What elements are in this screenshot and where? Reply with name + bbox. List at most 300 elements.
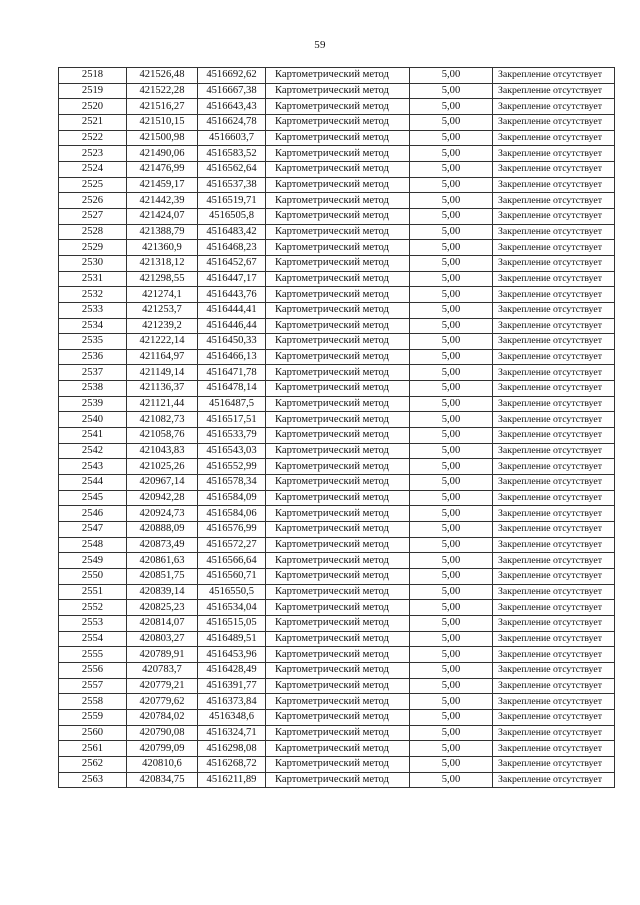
fixation-note-cell: Закрепление отсутствует [493, 68, 615, 84]
table-row [59, 240, 615, 256]
table-row [59, 490, 615, 506]
table-row [59, 694, 615, 710]
y-coordinate-cell: 4516576,99 [198, 522, 266, 538]
y-coordinate-cell: 4516428,49 [198, 662, 266, 678]
method-cell: Картометрический метод [266, 287, 410, 303]
point-number-cell: 2552 [59, 600, 127, 616]
method-cell: Картометрический метод [266, 177, 410, 193]
x-coordinate-cell: 421476,99 [127, 161, 198, 177]
fixation-note-cell: Закрепление отсутствует [493, 741, 615, 757]
table-row [59, 584, 615, 600]
accuracy-cell: 5,00 [410, 537, 493, 553]
point-number-cell: 2555 [59, 647, 127, 663]
fixation-note-cell: Закрепление отсутствует [493, 756, 615, 772]
fixation-note-cell: Закрепление отсутствует [493, 725, 615, 741]
fixation-note-cell: Закрепление отсутствует [493, 83, 615, 99]
accuracy-cell: 5,00 [410, 381, 493, 397]
y-coordinate-cell: 4516643,43 [198, 99, 266, 115]
x-coordinate-cell: 420783,7 [127, 662, 198, 678]
method-cell: Картометрический метод [266, 68, 410, 84]
point-number-cell: 2518 [59, 68, 127, 84]
y-coordinate-cell: 4516505,8 [198, 208, 266, 224]
method-cell: Картометрический метод [266, 208, 410, 224]
x-coordinate-cell: 420803,27 [127, 631, 198, 647]
x-coordinate-cell: 420839,14 [127, 584, 198, 600]
method-cell: Картометрический метод [266, 662, 410, 678]
y-coordinate-cell: 4516324,71 [198, 725, 266, 741]
y-coordinate-cell: 4516489,51 [198, 631, 266, 647]
y-coordinate-cell: 4516584,09 [198, 490, 266, 506]
point-number-cell: 2535 [59, 334, 127, 350]
fixation-note-cell: Закрепление отсутствует [493, 475, 615, 491]
fixation-note-cell: Закрепление отсутствует [493, 224, 615, 240]
y-coordinate-cell: 4516552,99 [198, 459, 266, 475]
table-row [59, 600, 615, 616]
accuracy-cell: 5,00 [410, 99, 493, 115]
accuracy-cell: 5,00 [410, 678, 493, 694]
accuracy-cell: 5,00 [410, 161, 493, 177]
x-coordinate-cell: 421025,26 [127, 459, 198, 475]
point-number-cell: 2520 [59, 99, 127, 115]
method-cell: Картометрический метод [266, 678, 410, 694]
accuracy-cell: 5,00 [410, 569, 493, 585]
fixation-note-cell: Закрепление отсутствует [493, 537, 615, 553]
fixation-note-cell: Закрепление отсутствует [493, 193, 615, 209]
x-coordinate-cell: 421318,12 [127, 255, 198, 271]
x-coordinate-cell: 420834,75 [127, 772, 198, 788]
table-row [59, 662, 615, 678]
point-number-cell: 2548 [59, 537, 127, 553]
point-number-cell: 2541 [59, 428, 127, 444]
x-coordinate-cell: 420779,62 [127, 694, 198, 710]
point-number-cell: 2561 [59, 741, 127, 757]
method-cell: Картометрический метод [266, 381, 410, 397]
accuracy-cell: 5,00 [410, 287, 493, 303]
y-coordinate-cell: 4516348,6 [198, 709, 266, 725]
table-row [59, 475, 615, 491]
method-cell: Картометрический метод [266, 756, 410, 772]
method-cell: Картометрический метод [266, 647, 410, 663]
fixation-note-cell: Закрепление отсутствует [493, 396, 615, 412]
fixation-note-cell: Закрепление отсутствует [493, 287, 615, 303]
table-row [59, 177, 615, 193]
method-cell: Картометрический метод [266, 83, 410, 99]
y-coordinate-cell: 4516373,84 [198, 694, 266, 710]
y-coordinate-cell: 4516537,38 [198, 177, 266, 193]
accuracy-cell: 5,00 [410, 365, 493, 381]
point-number-cell: 2559 [59, 709, 127, 725]
y-coordinate-cell: 4516268,72 [198, 756, 266, 772]
fixation-note-cell: Закрепление отсутствует [493, 365, 615, 381]
x-coordinate-cell: 421526,48 [127, 68, 198, 84]
accuracy-cell: 5,00 [410, 334, 493, 350]
point-number-cell: 2540 [59, 412, 127, 428]
method-cell: Картометрический метод [266, 365, 410, 381]
fixation-note-cell: Закрепление отсутствует [493, 615, 615, 631]
x-coordinate-cell: 420790,08 [127, 725, 198, 741]
fixation-note-cell: Закрепление отсутствует [493, 490, 615, 506]
y-coordinate-cell: 4516560,71 [198, 569, 266, 585]
accuracy-cell: 5,00 [410, 615, 493, 631]
table-row [59, 709, 615, 725]
method-cell: Картометрический метод [266, 240, 410, 256]
table-row [59, 161, 615, 177]
table-row [59, 365, 615, 381]
fixation-note-cell: Закрепление отсутствует [493, 318, 615, 334]
y-coordinate-cell: 4516453,96 [198, 647, 266, 663]
method-cell: Картометрический метод [266, 709, 410, 725]
table-row [59, 725, 615, 741]
x-coordinate-cell: 421388,79 [127, 224, 198, 240]
fixation-note-cell: Закрепление отсутствует [493, 114, 615, 130]
fixation-note-cell: Закрепление отсутствует [493, 584, 615, 600]
method-cell: Картометрический метод [266, 522, 410, 538]
x-coordinate-cell: 421516,27 [127, 99, 198, 115]
fixation-note-cell: Закрепление отсутствует [493, 412, 615, 428]
method-cell: Картометрический метод [266, 130, 410, 146]
accuracy-cell: 5,00 [410, 662, 493, 678]
x-coordinate-cell: 421522,28 [127, 83, 198, 99]
y-coordinate-cell: 4516519,71 [198, 193, 266, 209]
accuracy-cell: 5,00 [410, 255, 493, 271]
accuracy-cell: 5,00 [410, 302, 493, 318]
method-cell: Картометрический метод [266, 302, 410, 318]
fixation-note-cell: Закрепление отсутствует [493, 772, 615, 788]
table-row [59, 381, 615, 397]
x-coordinate-cell: 421459,17 [127, 177, 198, 193]
table-row [59, 428, 615, 444]
fixation-note-cell: Закрепление отсутствует [493, 130, 615, 146]
x-coordinate-cell: 421149,14 [127, 365, 198, 381]
accuracy-cell: 5,00 [410, 647, 493, 663]
method-cell: Картометрический метод [266, 396, 410, 412]
y-coordinate-cell: 4516452,67 [198, 255, 266, 271]
fixation-note-cell: Закрепление отсутствует [493, 647, 615, 663]
y-coordinate-cell: 4516603,7 [198, 130, 266, 146]
y-coordinate-cell: 4516478,14 [198, 381, 266, 397]
accuracy-cell: 5,00 [410, 443, 493, 459]
x-coordinate-cell: 421082,73 [127, 412, 198, 428]
method-cell: Картометрический метод [266, 271, 410, 287]
point-number-cell: 2531 [59, 271, 127, 287]
method-cell: Картометрический метод [266, 694, 410, 710]
accuracy-cell: 5,00 [410, 271, 493, 287]
point-number-cell: 2549 [59, 553, 127, 569]
point-number-cell: 2545 [59, 490, 127, 506]
accuracy-cell: 5,00 [410, 412, 493, 428]
method-cell: Картометрический метод [266, 443, 410, 459]
accuracy-cell: 5,00 [410, 631, 493, 647]
y-coordinate-cell: 4516543,03 [198, 443, 266, 459]
table-row [59, 506, 615, 522]
table-row [59, 741, 615, 757]
point-number-cell: 2534 [59, 318, 127, 334]
fixation-note-cell: Закрепление отсутствует [493, 662, 615, 678]
accuracy-cell: 5,00 [410, 396, 493, 412]
accuracy-cell: 5,00 [410, 506, 493, 522]
x-coordinate-cell: 420851,75 [127, 569, 198, 585]
x-coordinate-cell: 420799,09 [127, 741, 198, 757]
fixation-note-cell: Закрепление отсутствует [493, 694, 615, 710]
accuracy-cell: 5,00 [410, 240, 493, 256]
table-row [59, 569, 615, 585]
y-coordinate-cell: 4516517,51 [198, 412, 266, 428]
table-row [59, 772, 615, 788]
table-row [59, 678, 615, 694]
x-coordinate-cell: 421274,1 [127, 287, 198, 303]
fixation-note-cell: Закрепление отсутствует [493, 522, 615, 538]
point-number-cell: 2553 [59, 615, 127, 631]
table-row [59, 193, 615, 209]
table-row [59, 522, 615, 538]
fixation-note-cell: Закрепление отсутствует [493, 459, 615, 475]
y-coordinate-cell: 4516446,44 [198, 318, 266, 334]
accuracy-cell: 5,00 [410, 709, 493, 725]
x-coordinate-cell: 421253,7 [127, 302, 198, 318]
table-row [59, 443, 615, 459]
method-cell: Картометрический метод [266, 193, 410, 209]
x-coordinate-cell: 421164,97 [127, 349, 198, 365]
table-row [59, 302, 615, 318]
point-number-cell: 2521 [59, 114, 127, 130]
method-cell: Картометрический метод [266, 506, 410, 522]
accuracy-cell: 5,00 [410, 130, 493, 146]
y-coordinate-cell: 4516447,17 [198, 271, 266, 287]
table-row [59, 83, 615, 99]
fixation-note-cell: Закрепление отсутствует [493, 678, 615, 694]
fixation-note-cell: Закрепление отсутствует [493, 302, 615, 318]
x-coordinate-cell: 420784,02 [127, 709, 198, 725]
point-number-cell: 2528 [59, 224, 127, 240]
accuracy-cell: 5,00 [410, 146, 493, 162]
point-number-cell: 2558 [59, 694, 127, 710]
x-coordinate-cell: 420810,6 [127, 756, 198, 772]
x-coordinate-cell: 420888,09 [127, 522, 198, 538]
table-row [59, 224, 615, 240]
point-number-cell: 2542 [59, 443, 127, 459]
coordinates-table [58, 67, 615, 788]
accuracy-cell: 5,00 [410, 772, 493, 788]
fixation-note-cell: Закрепление отсутствует [493, 600, 615, 616]
point-number-cell: 2550 [59, 569, 127, 585]
table-row [59, 631, 615, 647]
accuracy-cell: 5,00 [410, 725, 493, 741]
y-coordinate-cell: 4516298,08 [198, 741, 266, 757]
table-row [59, 459, 615, 475]
fixation-note-cell: Закрепление отсутствует [493, 349, 615, 365]
table-row [59, 647, 615, 663]
point-number-cell: 2525 [59, 177, 127, 193]
x-coordinate-cell: 420814,07 [127, 615, 198, 631]
point-number-cell: 2527 [59, 208, 127, 224]
x-coordinate-cell: 421222,14 [127, 334, 198, 350]
method-cell: Картометрический метод [266, 772, 410, 788]
accuracy-cell: 5,00 [410, 459, 493, 475]
method-cell: Картометрический метод [266, 255, 410, 271]
method-cell: Картометрический метод [266, 412, 410, 428]
method-cell: Картометрический метод [266, 569, 410, 585]
y-coordinate-cell: 4516515,05 [198, 615, 266, 631]
y-coordinate-cell: 4516211,89 [198, 772, 266, 788]
method-cell: Картометрический метод [266, 475, 410, 491]
accuracy-cell: 5,00 [410, 83, 493, 99]
accuracy-cell: 5,00 [410, 224, 493, 240]
x-coordinate-cell: 420825,23 [127, 600, 198, 616]
fixation-note-cell: Закрепление отсутствует [493, 553, 615, 569]
fixation-note-cell: Закрепление отсутствует [493, 334, 615, 350]
point-number-cell: 2526 [59, 193, 127, 209]
fixation-note-cell: Закрепление отсутствует [493, 443, 615, 459]
point-number-cell: 2519 [59, 83, 127, 99]
y-coordinate-cell: 4516443,76 [198, 287, 266, 303]
x-coordinate-cell: 421136,37 [127, 381, 198, 397]
y-coordinate-cell: 4516566,64 [198, 553, 266, 569]
accuracy-cell: 5,00 [410, 490, 493, 506]
fixation-note-cell: Закрепление отсутствует [493, 146, 615, 162]
x-coordinate-cell: 420873,49 [127, 537, 198, 553]
y-coordinate-cell: 4516468,23 [198, 240, 266, 256]
x-coordinate-cell: 421043,83 [127, 443, 198, 459]
point-number-cell: 2532 [59, 287, 127, 303]
table-row [59, 537, 615, 553]
method-cell: Картометрический метод [266, 553, 410, 569]
x-coordinate-cell: 421424,07 [127, 208, 198, 224]
accuracy-cell: 5,00 [410, 741, 493, 757]
point-number-cell: 2560 [59, 725, 127, 741]
table-row [59, 208, 615, 224]
x-coordinate-cell: 421239,2 [127, 318, 198, 334]
table-row [59, 68, 615, 84]
accuracy-cell: 5,00 [410, 177, 493, 193]
x-coordinate-cell: 420861,63 [127, 553, 198, 569]
method-cell: Картометрический метод [266, 615, 410, 631]
method-cell: Картометрический метод [266, 600, 410, 616]
fixation-note-cell: Закрепление отсутствует [493, 381, 615, 397]
fixation-note-cell: Закрепление отсутствует [493, 428, 615, 444]
method-cell: Картометрический метод [266, 99, 410, 115]
method-cell: Картометрический метод [266, 537, 410, 553]
y-coordinate-cell: 4516450,33 [198, 334, 266, 350]
y-coordinate-cell: 4516578,34 [198, 475, 266, 491]
table-row [59, 553, 615, 569]
accuracy-cell: 5,00 [410, 522, 493, 538]
fixation-note-cell: Закрепление отсутствует [493, 99, 615, 115]
point-number-cell: 2530 [59, 255, 127, 271]
y-coordinate-cell: 4516572,27 [198, 537, 266, 553]
method-cell: Картометрический метод [266, 584, 410, 600]
method-cell: Картометрический метод [266, 114, 410, 130]
table-row [59, 114, 615, 130]
accuracy-cell: 5,00 [410, 114, 493, 130]
y-coordinate-cell: 4516533,79 [198, 428, 266, 444]
y-coordinate-cell: 4516584,06 [198, 506, 266, 522]
x-coordinate-cell: 420924,73 [127, 506, 198, 522]
x-coordinate-cell: 420967,14 [127, 475, 198, 491]
fixation-note-cell: Закрепление отсутствует [493, 709, 615, 725]
method-cell: Картометрический метод [266, 428, 410, 444]
y-coordinate-cell: 4516391,77 [198, 678, 266, 694]
table-row [59, 146, 615, 162]
y-coordinate-cell: 4516487,5 [198, 396, 266, 412]
point-number-cell: 2524 [59, 161, 127, 177]
accuracy-cell: 5,00 [410, 428, 493, 444]
method-cell: Картометрический метод [266, 741, 410, 757]
x-coordinate-cell: 421058,76 [127, 428, 198, 444]
x-coordinate-cell: 420942,28 [127, 490, 198, 506]
table-row [59, 130, 615, 146]
accuracy-cell: 5,00 [410, 193, 493, 209]
accuracy-cell: 5,00 [410, 318, 493, 334]
x-coordinate-cell: 421510,15 [127, 114, 198, 130]
y-coordinate-cell: 4516562,64 [198, 161, 266, 177]
page-number: 59 [314, 39, 326, 51]
y-coordinate-cell: 4516583,52 [198, 146, 266, 162]
coordinates-table-body [59, 68, 615, 788]
y-coordinate-cell: 4516444,41 [198, 302, 266, 318]
point-number-cell: 2544 [59, 475, 127, 491]
accuracy-cell: 5,00 [410, 553, 493, 569]
point-number-cell: 2557 [59, 678, 127, 694]
method-cell: Картометрический метод [266, 318, 410, 334]
fixation-note-cell: Закрепление отсутствует [493, 506, 615, 522]
fixation-note-cell: Закрепление отсутствует [493, 255, 615, 271]
point-number-cell: 2537 [59, 365, 127, 381]
point-number-cell: 2533 [59, 302, 127, 318]
accuracy-cell: 5,00 [410, 208, 493, 224]
table-row [59, 396, 615, 412]
point-number-cell: 2554 [59, 631, 127, 647]
method-cell: Картометрический метод [266, 490, 410, 506]
point-number-cell: 2562 [59, 756, 127, 772]
point-number-cell: 2563 [59, 772, 127, 788]
table-row [59, 99, 615, 115]
point-number-cell: 2539 [59, 396, 127, 412]
method-cell: Картометрический метод [266, 725, 410, 741]
method-cell: Картометрический метод [266, 146, 410, 162]
fixation-note-cell: Закрепление отсутствует [493, 240, 615, 256]
y-coordinate-cell: 4516550,5 [198, 584, 266, 600]
method-cell: Картометрический метод [266, 459, 410, 475]
point-number-cell: 2556 [59, 662, 127, 678]
table-row [59, 412, 615, 428]
x-coordinate-cell: 421500,98 [127, 130, 198, 146]
table-row [59, 615, 615, 631]
accuracy-cell: 5,00 [410, 694, 493, 710]
accuracy-cell: 5,00 [410, 756, 493, 772]
point-number-cell: 2546 [59, 506, 127, 522]
table-row [59, 287, 615, 303]
x-coordinate-cell: 421360,9 [127, 240, 198, 256]
point-number-cell: 2547 [59, 522, 127, 538]
y-coordinate-cell: 4516471,78 [198, 365, 266, 381]
accuracy-cell: 5,00 [410, 349, 493, 365]
accuracy-cell: 5,00 [410, 600, 493, 616]
point-number-cell: 2551 [59, 584, 127, 600]
point-number-cell: 2543 [59, 459, 127, 475]
accuracy-cell: 5,00 [410, 68, 493, 84]
fixation-note-cell: Закрепление отсутствует [493, 161, 615, 177]
table-row [59, 318, 615, 334]
point-number-cell: 2522 [59, 130, 127, 146]
method-cell: Картометрический метод [266, 161, 410, 177]
y-coordinate-cell: 4516466,13 [198, 349, 266, 365]
point-number-cell: 2536 [59, 349, 127, 365]
accuracy-cell: 5,00 [410, 584, 493, 600]
fixation-note-cell: Закрепление отсутствует [493, 631, 615, 647]
table-row [59, 255, 615, 271]
method-cell: Картометрический метод [266, 224, 410, 240]
point-number-cell: 2529 [59, 240, 127, 256]
